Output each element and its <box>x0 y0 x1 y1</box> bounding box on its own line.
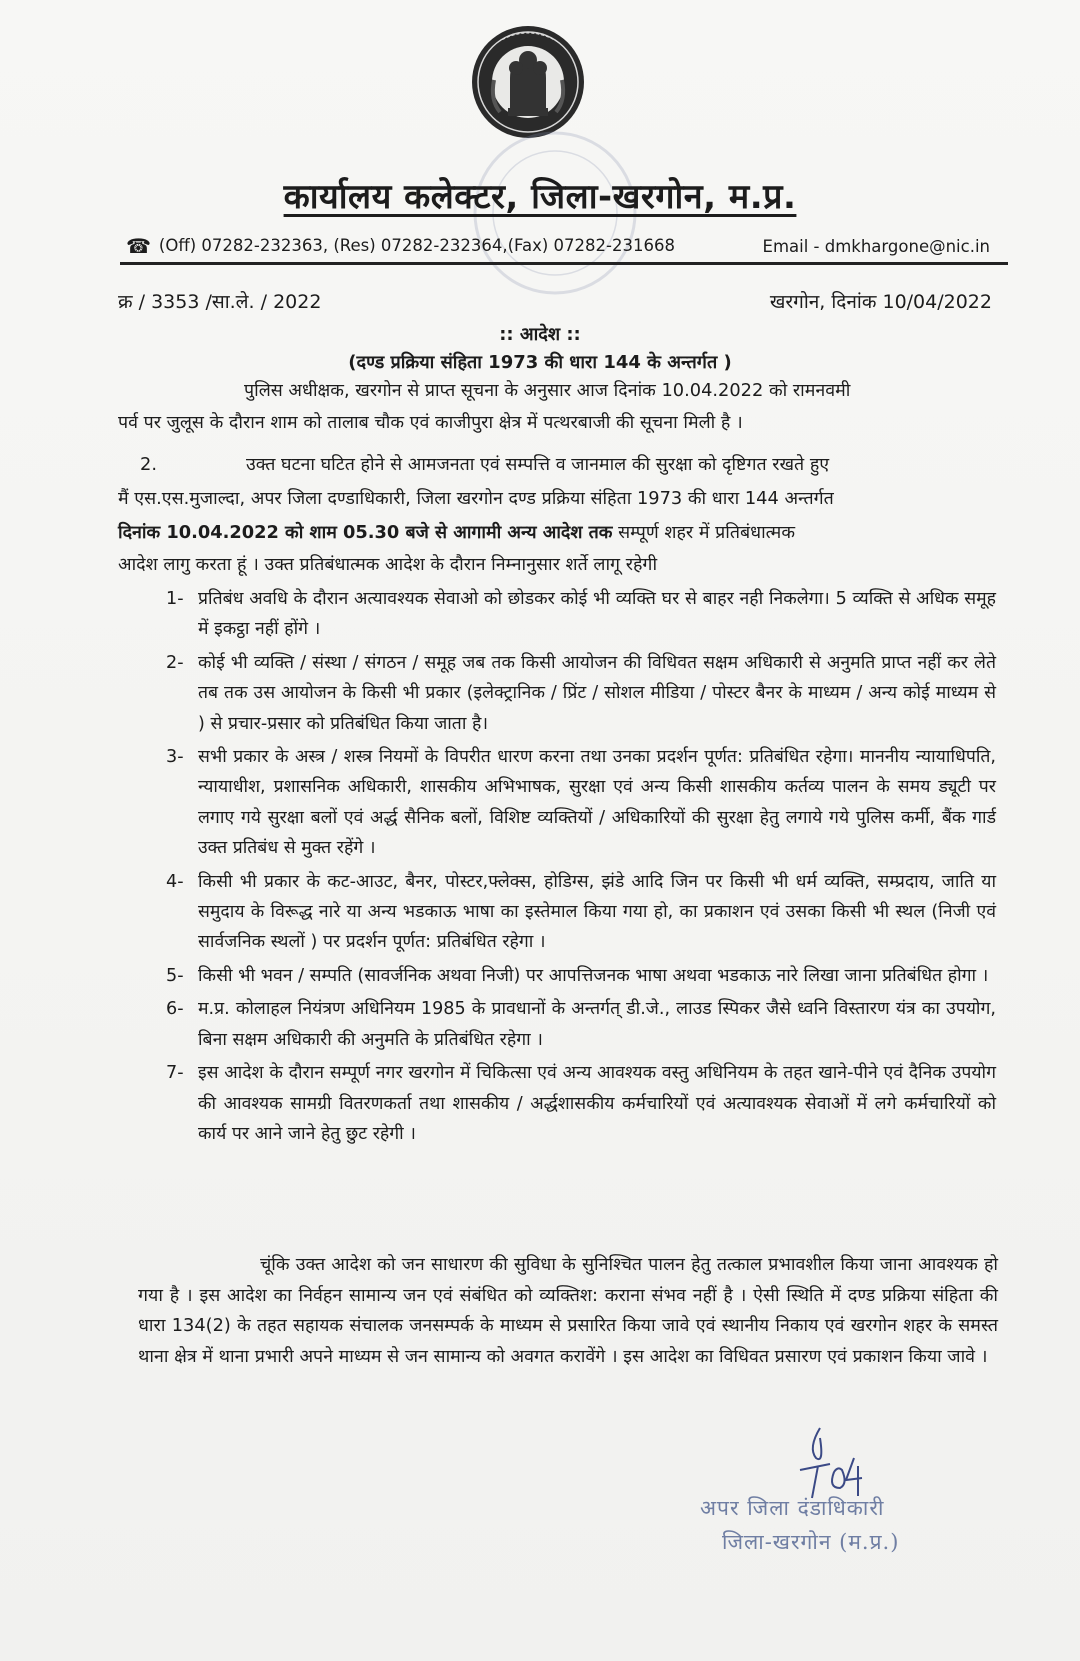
reference-number: क्र / 3353 /सा.ले. / 2022 <box>118 291 322 313</box>
para2-line3 <box>118 518 1003 549</box>
list-item <box>166 742 996 864</box>
item-number: 2- <box>166 652 184 673</box>
order-subheading: (दण्ड प्रक्रिया संहिता 1973 की धारा 144 के अन्तर्गत ) <box>348 352 732 373</box>
item-text: इस आदेश के दौरान सम्पूर्ण नगर खरगोन में चिकित्सा एवं अन्य आवश्यक वस्तु अधिनियम के तहत खाने-पीने एवं दैनिक उपयोग की आवश्यक सामग्री वितरणकर्ता तथा शासकीय / अर्द्धशासकीय कर्मचारियों एवं अत्यावश्यक सेवाओं में लगे कर्मचारियों को कार्य पर आने जाने हेतु छुट रहेगी । <box>198 1063 996 1144</box>
para2-line2: मैं एस.एस.मुजाल्दा, अपर जिला दण्डाधिकारी, जिला खरगोन दण्ड प्रक्रिया संहिता 1973 की धारा 144 अन्तर्गत <box>118 488 834 509</box>
list-item <box>166 648 996 739</box>
item-text: प्रतिबंध अवधि के दौरान अत्यावश्यक सेवाओ को छोडकर कोई भी व्यक्ति घर से बाहर नही निकलेगा। 5 व्यक्ति से अधिक समूह में इकट्ठा नहीं होंगे । <box>198 589 996 640</box>
item-text: सभी प्रकार के अस्त्र / शस्त्र नियमों के विपरीत धारण करना तथा उनका प्रदर्शन पूर्णत: प्रतिबंधित रहेगा। माननीय न्यायाधिपति, न्यायाधीश, प्रशासनिक अधिकारी, शासकीय अभिभाषक, सुरक्षा एवं अन्य किसी शासकीय कर्तव्य पालन के समय ड्यूटी पर लगाए गये सुरक्षा बलों एवं अर्द्ध सैनिक बलों, विशिष्ट व्यक्तियों / अधिकारियों की सुरक्षा हेतु लगाये गये पुलिस कर्मी, बैंक गार्ड उक्त प्रतिबंध से मुक्त रहेंगे । <box>198 747 996 859</box>
header-divider <box>120 262 1008 265</box>
contact-row <box>126 234 990 258</box>
list-item <box>166 1058 996 1149</box>
para1-line1: पुलिस अधीक्षक, खरगोन से प्राप्त सूचना के अनुसार आज दिनांक 10.04.2022 को रामनवमी <box>244 380 851 401</box>
designation-stamp-line1: अपर जिला दंडाधिकारी <box>700 1496 885 1520</box>
list-item <box>166 994 996 1055</box>
list-item <box>166 584 996 645</box>
telephone-icon: ☎ <box>126 234 151 258</box>
item-number: 4- <box>166 871 184 892</box>
item-number: 6- <box>166 999 184 1020</box>
item-text: कोई भी व्यक्ति / संस्था / संगठन / समूह जब तक किसी आयोजन की विधिवत सक्षम अधिकारी से अनुमति प्राप्त नहीं कर लेते तब तक उस आयोजन के किसी भी प्रकार (इलेक्ट्रानिक / प्रिंट / सोशल मीडिया / पोस्टर बैनर के माध्यम / अन्य कोई माध्यम से ) से प्रचार-प्रसार को प्रतिबंधित किया जाता है। <box>198 652 996 734</box>
para2-line1: उक्त घटना घटित होने से आमजनता एवं सम्पत्ति व जानमाल की सुरक्षा को दृष्टिगत रखते हुए <box>246 454 830 475</box>
conditions-list <box>166 584 996 1152</box>
para2-line4: आदेश लागु करता हूं । उक्त प्रतिबंधात्मक आदेश के दौरान निम्नानुसार शर्ते लागू रहेगी <box>118 554 658 575</box>
item-text: म.प्र. कोलाहल नियंत्रण अधिनियम 1985 के प्रावधानों के अन्तर्गत् डी.जे., लाउड स्पिकर जैसे ध्वनि विस्तारण यंत्र का उपयोग, बिना सक्षम अधिकारी की अनुमति के प्रतिबंधित रहेगा । <box>198 999 996 1050</box>
para2-bold-date: दिनांक 10.04.2022 को शाम 05.30 बजे से आगामी अन्य आदेश तक <box>118 522 613 543</box>
closing-paragraph: चूंकि उक्त आदेश को जन साधारण की सुविधा के सुनिश्चित पालन हेतु तत्काल प्रभावशील किया जाना आवश्यक हो गया है । इस आदेश का निर्वहन सामान्य जन एवं संबंधित को व्यक्तिश: कराना संभव नहीं है । ऐसी स्थिति में दण्ड प्रक्रिया संहिता की धारा 134(2) के तहत सहायक संचालक जनसम्पर्क के माध्यम से प्रसारित किया जावे एवं स्थानीय निकाय एवं खरगोन शहर के समस्त थाना क्षेत्र में थाना प्रभारी अपने माध्यम से जन सामान्य को अवगत करावेंगे । इस आदेश का विधिवत प्रसारण एवं प्रकाशन किया जावे । <box>138 1254 998 1367</box>
item-number: 3- <box>166 747 184 768</box>
para1-line2: पर्व पर जुलूस के दौरान शाम को तालाब चौक एवं काजीपुरा क्षेत्र में पत्थरबाजी की सूचना मिली है । <box>118 412 743 433</box>
item-number: 1- <box>166 589 184 609</box>
reference-row <box>118 288 992 314</box>
contact-numbers <box>126 234 675 258</box>
contact-text: (Off) 07282-232363, (Res) 07282-232364,(Fax) 07282-231668 <box>158 236 675 255</box>
para2-number: 2. <box>140 454 157 475</box>
para2-line3-rest: सम्पूर्ण शहर में प्रतिबंधात्मक <box>612 522 795 543</box>
list-item <box>166 867 996 958</box>
item-text: किसी भी प्रकार के कट-आउट, बैनर, पोस्टर,फ्लेक्स, होडिग्स, झंडे आदि जिन पर किसी भी धर्म व्यक्ति, सम्प्रदाय, जाति या समुदाय के विरूद्ध नारे या अन्य भडकाऊ भाषा का इस्तेमाल किया गया हो, का प्रकाशन एवं उसका किसी भी स्थल (निजी एवं सार्वजनिक स्थलों ) पर प्रदर्शन पूर्णत: प्रतिबंधित रहेगा । <box>198 871 996 953</box>
list-item <box>166 961 996 991</box>
designation-stamp-line2: जिला-खरगोन (म.प्र.) <box>722 1530 900 1554</box>
item-number: 7- <box>166 1063 184 1084</box>
place-date: खरगोन, दिनांक 10/04/2022 <box>769 291 992 313</box>
item-number: 5- <box>166 965 184 986</box>
order-heading: :: आदेश :: <box>499 324 581 345</box>
item-text: किसी भी भवन / सम्पति (सावर्जनिक अथवा निजी) पर आपत्तिजनक भाषा अथवा भडकाऊ नारे लिखा जाना प्रतिबंधित होगा । <box>198 965 989 986</box>
office-title: कार्यालय कलेक्टर, जिला-खरगोन, म.प्र. <box>283 177 797 217</box>
email-text: Email - dmkhargone@nic.in <box>762 236 990 256</box>
